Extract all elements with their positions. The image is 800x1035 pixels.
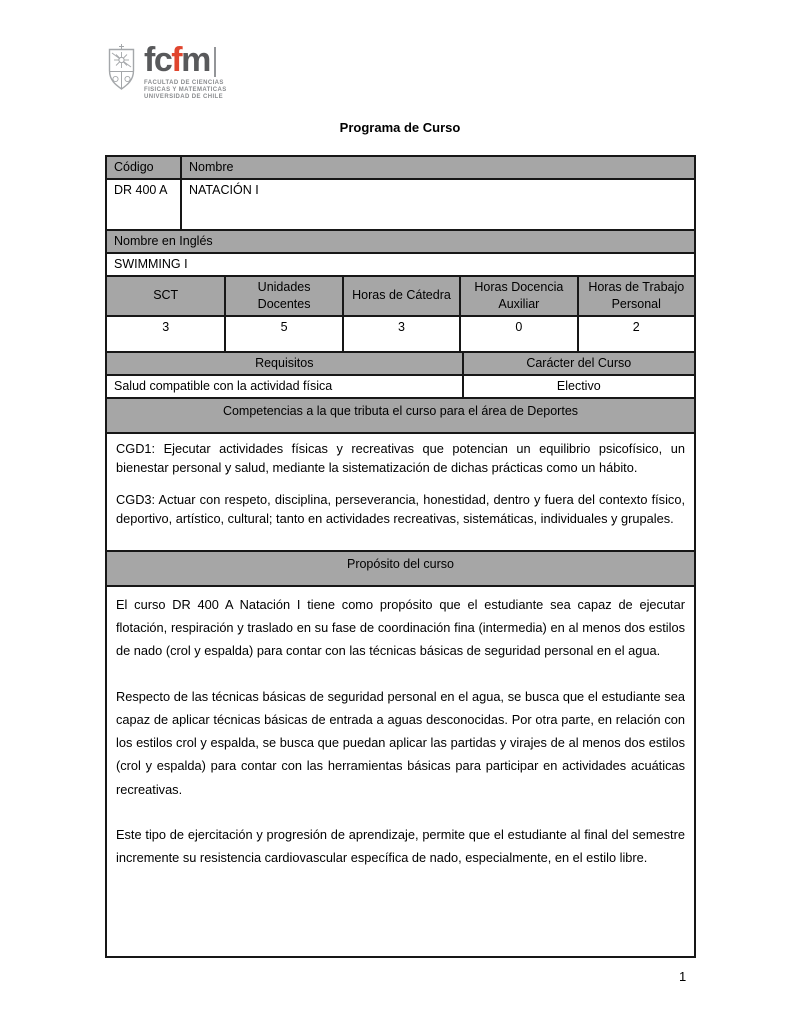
- competencia-cgd3-paragraph: CGD3: Actuar con respeto, disciplina, perseverancia, honestidad, dentro y fuera del contexto físico, deportivo, artístico, cultural; tanto en actividades recreativas, sistemáticas, individuales y grupales.: [116, 491, 685, 526]
- caracter-value-cell: Electivo: [462, 376, 694, 397]
- requisitos-header-cell: Requisitos: [107, 353, 462, 374]
- table-row-requisitos-value: [107, 374, 694, 397]
- page-title: Programa de Curso: [339, 120, 461, 135]
- logo-caption-line: UNIVERSIDAD DE CHILE: [144, 94, 224, 100]
- codigo-value-cell: DR 400 A: [114, 183, 168, 197]
- horas-catedra-header-cell: Horas de Cátedra: [342, 277, 459, 315]
- competencia-cgd1-paragraph: CGD1: Ejecutar actividades físicas y recreativas que potencian un equilibrio psicofísico, un bienestar personal y salud, mediante la sistematización de dichas prácticas como un hábito.: [116, 440, 685, 475]
- proposito-paragraph-3: Este tipo de ejercitación y progresión de aprendizaje, permite que el estudiante al final del semestre incremente su resistencia cardiovascular específica de nado, especialmente, en el estilo libre.: [116, 827, 685, 866]
- table-row-requisitos-header: [107, 351, 694, 374]
- wordmark-divider: [214, 47, 216, 77]
- wordmark-suffix: m: [181, 41, 210, 79]
- sct-value-cell: 3: [162, 319, 170, 334]
- logo-caption-line: FACULTAD DE CIENCIAS: [144, 80, 224, 86]
- table-row-english-header: [107, 229, 694, 252]
- table-row-competencias-body: [107, 432, 694, 550]
- sct-header-cell: SCT: [107, 277, 224, 315]
- table-row-code-value: [107, 178, 694, 229]
- competencias-header-cell: Competencias a la que tributa el curso para el área de Deportes: [107, 399, 694, 432]
- logo-caption-line: FISICAS Y MATEMATICAS: [144, 87, 227, 93]
- horas-trabajo-value-cell: 2: [577, 317, 694, 351]
- nombre-header-cell: Nombre: [180, 157, 694, 178]
- proposito-header-cell: Propósito del curso: [107, 552, 694, 585]
- nombre-value-cell: NATACIÓN I: [180, 180, 694, 229]
- fcfm-wordmark: [144, 41, 216, 79]
- horas-docencia-header-cell: Horas Docencia Auxiliar: [459, 277, 576, 315]
- table-row-hours-values: [107, 315, 694, 351]
- table-row-english-value: [107, 252, 694, 275]
- nombre-ingles-value-cell: SWIMMING I: [114, 257, 188, 271]
- unidades-docentes-value-cell: 5: [224, 317, 341, 351]
- fcfm-logo: [107, 41, 227, 101]
- wordmark-prefix: fc: [144, 41, 172, 79]
- table-row-code-header: [107, 157, 694, 178]
- wordmark-accent-letter: f: [171, 41, 182, 79]
- proposito-body-cell: [107, 587, 694, 956]
- horas-trabajo-header-cell: Horas de Trabajo Personal: [577, 277, 694, 315]
- horas-catedra-value-cell: 3: [342, 317, 459, 351]
- unidades-docentes-header-cell: Unidades Docentes: [224, 277, 341, 315]
- horas-docencia-value-cell: 0: [459, 317, 576, 351]
- competencias-body-cell: [107, 434, 694, 550]
- table-row-proposito-body: [107, 585, 694, 956]
- university-shield-icon: [107, 44, 137, 98]
- table-row-hours-header: [107, 275, 694, 315]
- codigo-header-cell: Código: [107, 157, 180, 178]
- caracter-header-cell: Carácter del Curso: [462, 353, 694, 374]
- table-row-proposito-header: [107, 550, 694, 585]
- logo-caption: [144, 80, 227, 101]
- table-row-competencias-header: [107, 397, 694, 432]
- nombre-ingles-header-cell: Nombre en Inglés: [107, 231, 694, 252]
- logo-text-block: [144, 41, 227, 101]
- proposito-paragraph-1: El curso DR 400 A Natación I tiene como propósito que el estudiante sea capaz de ejecutar flotación, respiración y traslado en su fase de coordinación fina (intermedia) en al menos dos estilos de nado (crol y espalda) para contar con las técnicas básicas de seguridad personal en el agua.: [116, 596, 685, 659]
- course-program-table: [105, 155, 696, 958]
- proposito-paragraph-2: Respecto de las técnicas básicas de seguridad personal en el agua, se busca que el estudiante sea capaz de aplicar técnicas básicas de entrada a aguas desconocidas. Por otra parte, en relación con los estilos crol y espalda, se busca que puedan aplicar las partidas y virajes de al menos dos estilos (crol y espalda) para contar con las herramientas básicas para participar en actividades acuáticas recreativas.: [116, 688, 685, 797]
- requisitos-value-cell: Salud compatible con la actividad física: [114, 378, 333, 393]
- page-number: 1: [679, 969, 687, 984]
